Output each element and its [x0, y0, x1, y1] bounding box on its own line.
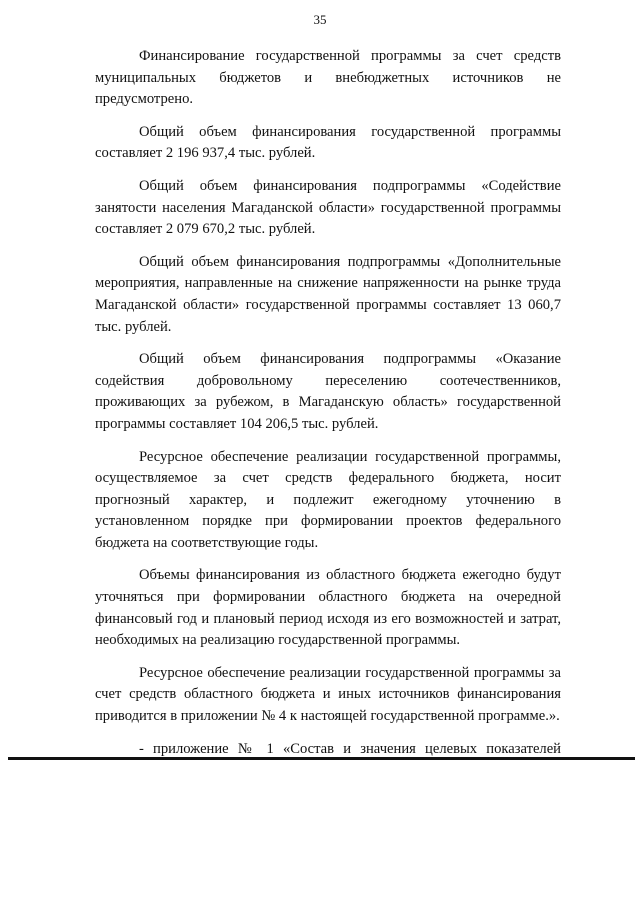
page-number: 35 [313, 12, 327, 27]
paragraph-subprogram-resettlement: Общий объем финансирования подпрограммы «Оказание содействия добровольному переселению соотечественников, проживающих за рубежом, в Магаданскую область» государственной программы составляет 104 206,5 тыс. рублей. [95, 351, 561, 432]
paragraph-federal-budget: Ресурсное обеспечение реализации государственной программы, осуществляемое за счет средств федерального бюджета, носит прогнозный характер, и подлежит ежегодному уточнению в установленном порядке при формировании проектов федерального бюджета на соответствующие годы. [95, 448, 561, 551]
paragraph-subprogram-additional-measures: Общий объем финансирования подпрограммы «Дополнительные мероприятия, направленные на снижение напряженности на рынке труда Магаданской области» государственной программы составляет 13 060,7 тыс. рублей. [95, 253, 561, 335]
paragraph-appendix-1: - приложение № 1 «Состав и значения целевых показателей [139, 740, 561, 757]
footer-divider [8, 757, 635, 760]
document-body [95, 46, 561, 760]
paragraph-funding-sources: Финансирование государственной программы за счет средств муниципальных бюджетов и внебюджетных источников не предусмотрено. [95, 48, 561, 108]
paragraph-subprogram-employment: Общий объем финансирования подпрограммы «Содействие занятости населения Магаданской области» государственной программы составляет 2 079 670,2 тыс. рублей. [95, 177, 561, 238]
paragraph-regional-budget: Объемы финансирования из областного бюджета ежегодно будут уточняться при формировании областного бюджета на очередной финансовый год и плановый период исходя из его возможностей и затрат, необходимых на реализацию государственной программы. [95, 567, 561, 649]
paragraph-total-program-funding: Общий объем финансирования государственной программы составляет 2 196 937,4 тыс. рублей. [95, 123, 561, 162]
paragraph-appendix-reference: Ресурсное обеспечение реализации государственной программы за счет средств областного бюджета и иных источников финансирования приводится в приложении № 4 к настоящей государственной программе.». [95, 664, 561, 725]
